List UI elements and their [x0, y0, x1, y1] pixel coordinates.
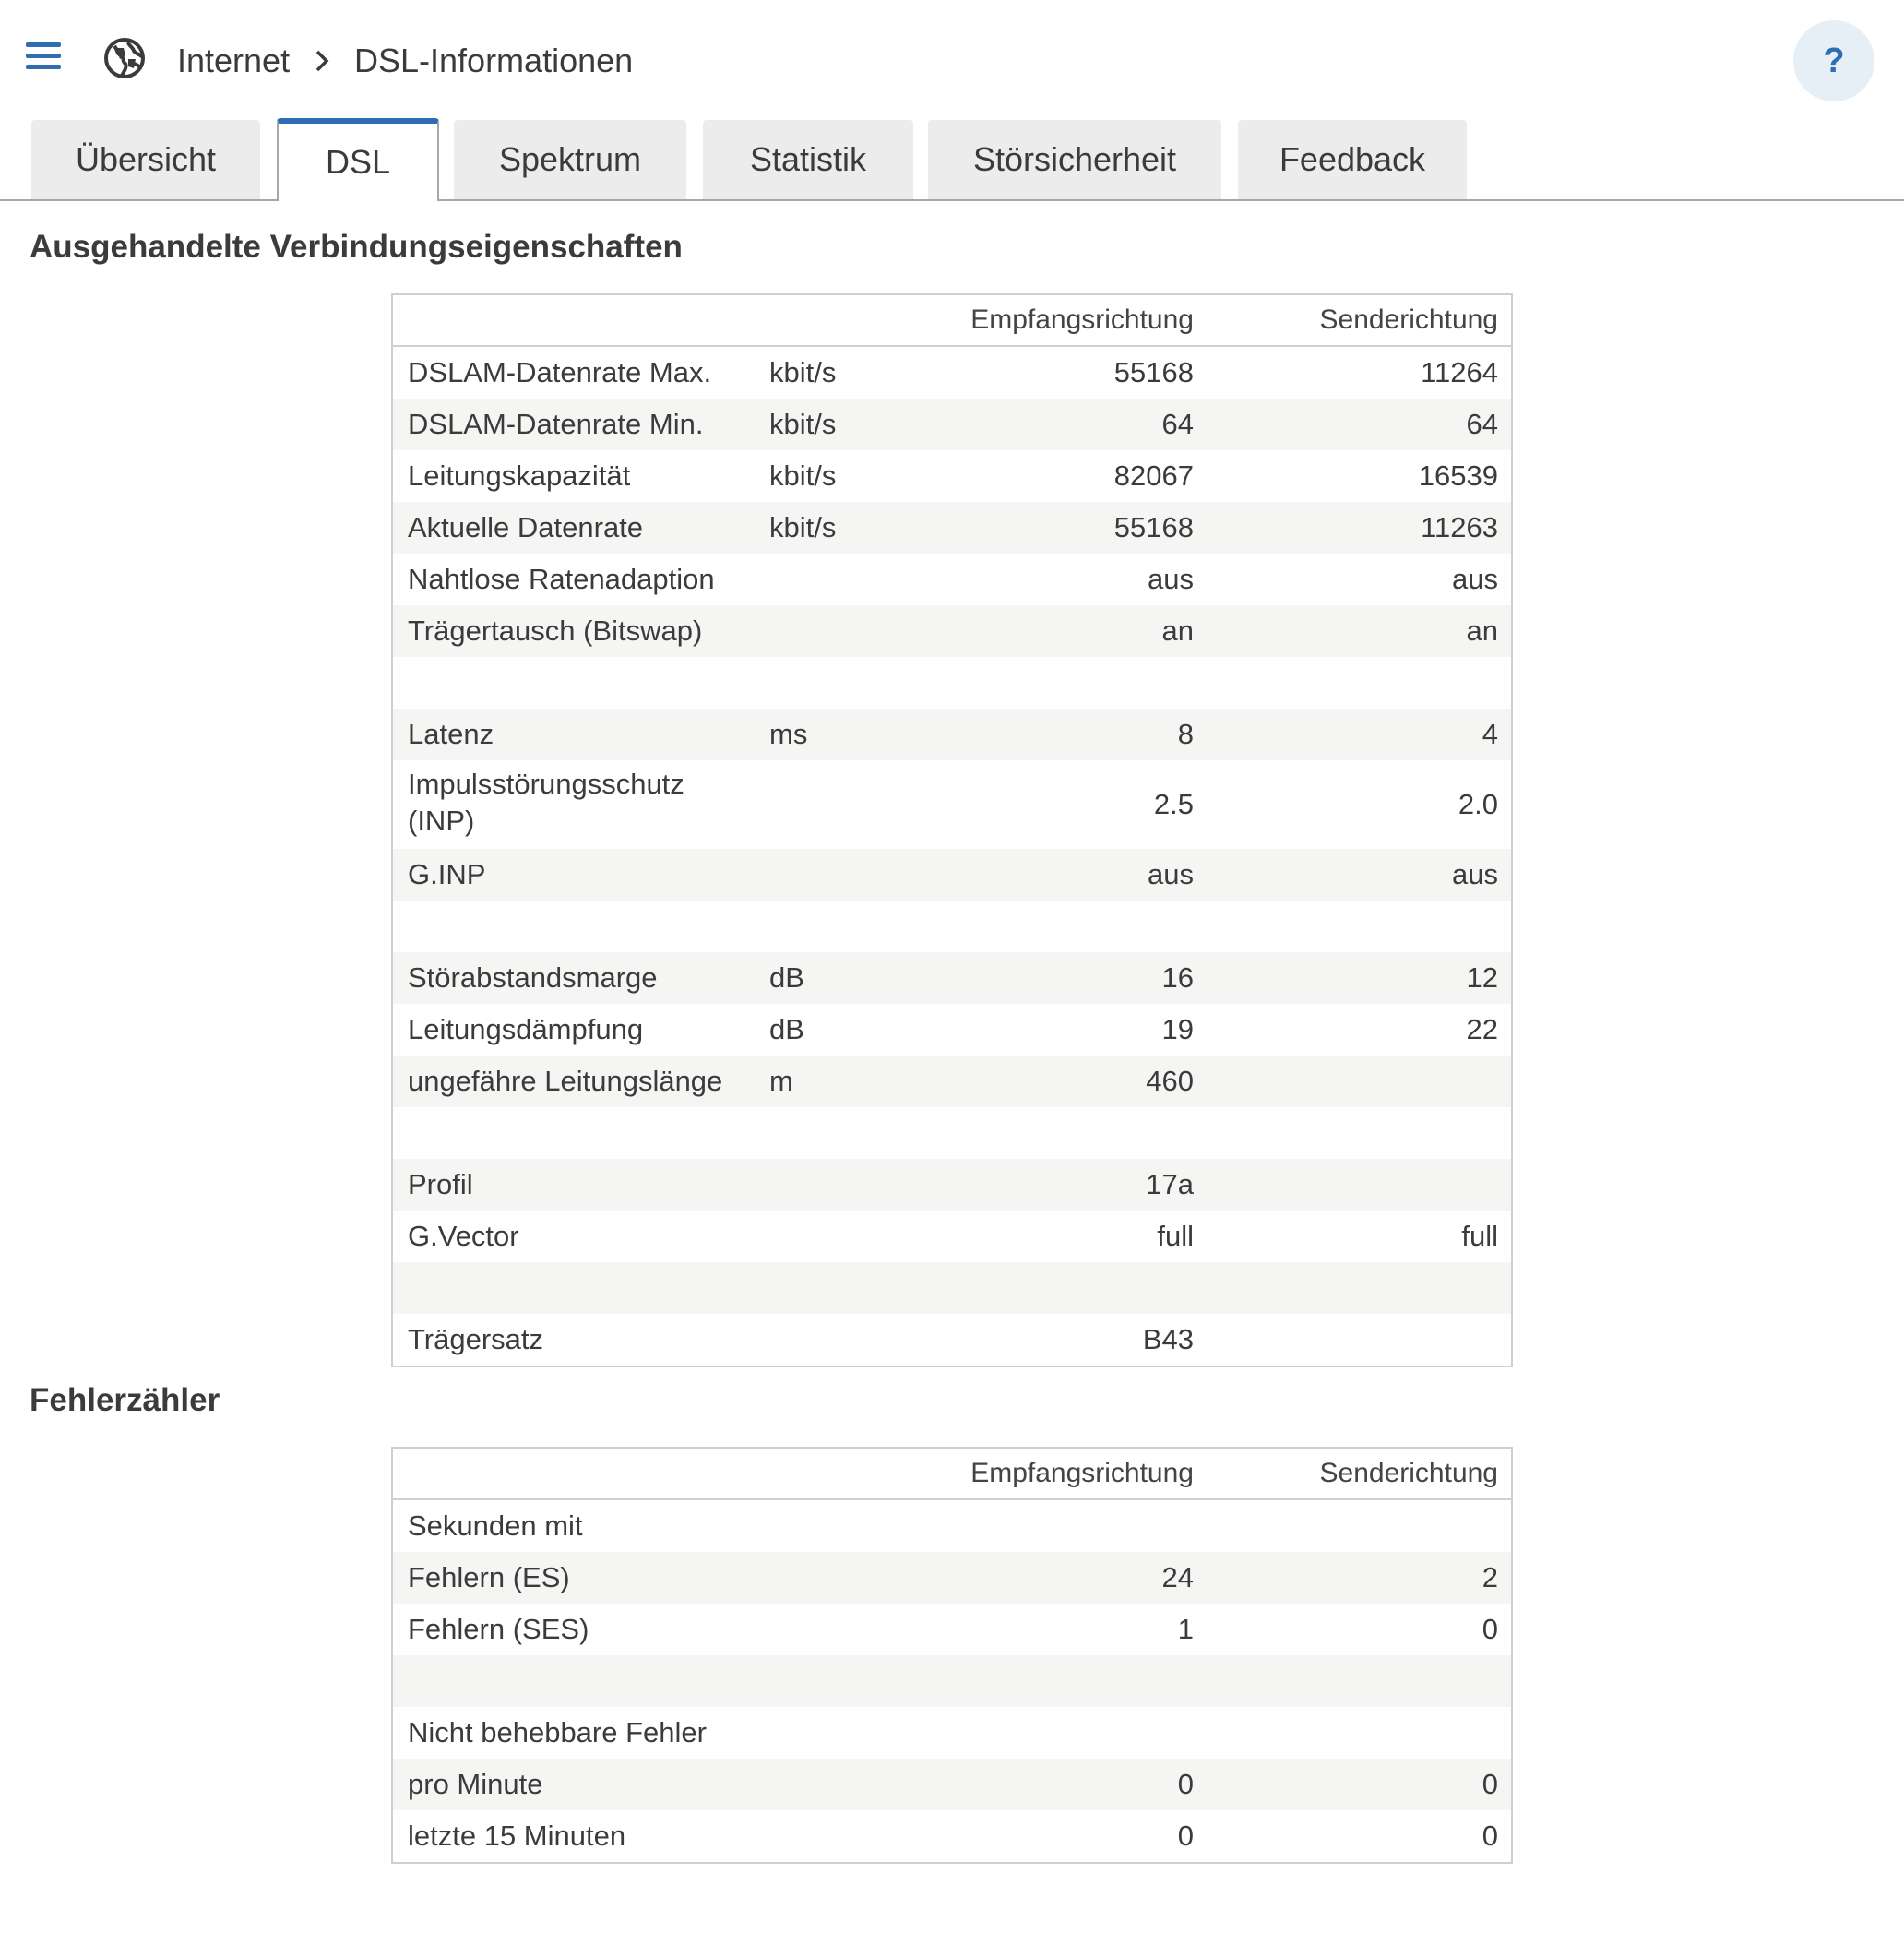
- table-row: [393, 1500, 1511, 1552]
- table-row: [393, 709, 1511, 760]
- row-rx-value: 82067: [1113, 459, 1194, 492]
- row-unit: ms: [769, 718, 808, 750]
- row-label: letzte 15 Minuten: [408, 1820, 626, 1852]
- table-row: [393, 1056, 1511, 1107]
- row-label: G.INP: [408, 858, 486, 890]
- row-label: Sekunden mit: [408, 1509, 583, 1542]
- row-tx-value: 2: [1482, 1561, 1498, 1593]
- row-rx-value: full: [1157, 1220, 1194, 1252]
- table-row: [393, 1159, 1511, 1211]
- row-tx-value: 22: [1466, 1013, 1498, 1045]
- table-row: [393, 1211, 1511, 1262]
- tab-feedback[interactable]: Feedback: [1238, 120, 1467, 199]
- row-label: Trägersatz: [408, 1323, 544, 1355]
- row-label: Aktuelle Datenrate: [408, 511, 644, 543]
- row-tx-value: 11264: [1421, 356, 1498, 388]
- table-row: [393, 1810, 1511, 1862]
- table-row: [393, 1314, 1511, 1366]
- row-label: ungefähre Leitungslänge: [408, 1065, 723, 1097]
- table-row: [393, 347, 1511, 399]
- table-row: [393, 849, 1511, 901]
- row-rx-value: 460: [1146, 1065, 1194, 1097]
- connection-table: [391, 293, 1513, 1367]
- row-tx-value: 2.0: [1458, 788, 1498, 820]
- table-header: [393, 295, 1511, 347]
- row-label: Fehlern (SES): [408, 1613, 589, 1645]
- table-row: [393, 901, 1511, 952]
- row-label: pro Minute: [408, 1768, 543, 1800]
- row-tx-value: 4: [1482, 718, 1498, 750]
- row-label: G.Vector: [408, 1220, 519, 1252]
- row-label: Störabstandsmarge: [408, 961, 658, 994]
- row-tx-value: 0: [1482, 1613, 1498, 1645]
- row-label: Nahtlose Ratenadaption: [408, 563, 715, 595]
- row-rx-value: 2.5: [1153, 788, 1194, 820]
- connection-section-title: Ausgehandelte Verbindungseigenschaften: [30, 229, 683, 265]
- table-row: [393, 1004, 1511, 1056]
- row-rx-value: aus: [1148, 858, 1194, 890]
- table-row: [393, 1604, 1511, 1655]
- row-unit: kbit/s: [769, 511, 837, 543]
- row-label: Profil: [408, 1168, 473, 1200]
- row-rx-value: 0: [1177, 1768, 1194, 1800]
- tab-statistik[interactable]: Statistik: [703, 120, 913, 199]
- row-unit: kbit/s: [769, 459, 837, 492]
- table-row: [393, 399, 1511, 450]
- table-row: [393, 657, 1511, 709]
- table-row: [393, 1107, 1511, 1159]
- row-label: Nicht behebbare Fehler: [408, 1716, 707, 1748]
- table-row: [393, 1655, 1511, 1707]
- row-rx-value: 8: [1177, 718, 1194, 750]
- header-tx: Senderichtung: [1319, 1458, 1498, 1488]
- row-rx-value: an: [1161, 615, 1194, 647]
- row-label: DSLAM-Datenrate Max.: [408, 356, 712, 388]
- row-label: Leitungskapazität: [408, 459, 631, 492]
- errors-section-title: Fehlerzähler: [30, 1382, 220, 1418]
- tab-dsl[interactable]: DSL: [277, 118, 439, 201]
- row-label: Leitungsdämpfung: [408, 1013, 644, 1045]
- table-header: [393, 1449, 1511, 1500]
- row-tx-value: 64: [1466, 408, 1498, 440]
- row-tx-value: aus: [1452, 858, 1498, 890]
- table-row: [393, 952, 1511, 1004]
- row-tx-value: 12: [1466, 961, 1498, 994]
- row-label: Latenz: [408, 718, 494, 750]
- row-label: Impulsstörungsschutz (INP): [408, 768, 684, 837]
- row-rx-value: 55168: [1113, 511, 1194, 543]
- row-unit: dB: [769, 961, 804, 994]
- top-bar: [0, 0, 1904, 120]
- row-unit: kbit/s: [769, 356, 837, 388]
- help-button[interactable]: ?: [1793, 20, 1874, 101]
- table-row: [393, 605, 1511, 657]
- tab-bar: [0, 118, 1904, 201]
- table-row: [393, 760, 1511, 849]
- header-rx: Empfangsrichtung: [970, 304, 1194, 335]
- errors-table: [391, 1447, 1513, 1864]
- row-rx-value: B43: [1142, 1323, 1194, 1355]
- row-label: Fehlern (ES): [408, 1561, 570, 1593]
- table-row: [393, 1552, 1511, 1604]
- row-tx-value: full: [1461, 1220, 1498, 1252]
- table-row: [393, 450, 1511, 502]
- table-row: [393, 1262, 1511, 1314]
- row-rx-value: 17a: [1146, 1168, 1194, 1200]
- tab-stoersicherheit[interactable]: Störsicherheit: [928, 120, 1221, 199]
- table-row: [393, 554, 1511, 605]
- row-tx-value: 16539: [1418, 459, 1498, 492]
- header-tx: Senderichtung: [1319, 304, 1498, 335]
- row-unit: dB: [769, 1013, 804, 1045]
- row-rx-value: 0: [1177, 1820, 1194, 1852]
- chevron-right-icon: [312, 48, 332, 74]
- globe-icon: [103, 37, 146, 79]
- table-row: [393, 1707, 1511, 1759]
- row-rx-value: 24: [1161, 1561, 1194, 1593]
- row-rx-value: 1: [1177, 1613, 1194, 1645]
- breadcrumb-internet[interactable]: Internet: [177, 42, 291, 79]
- hamburger-icon[interactable]: [26, 41, 63, 72]
- row-rx-value: 19: [1161, 1013, 1194, 1045]
- row-label: Trägertausch (Bitswap): [408, 615, 703, 647]
- tab-uebersicht[interactable]: Übersicht: [31, 120, 260, 199]
- row-tx-value: 0: [1482, 1768, 1498, 1800]
- row-tx-value: 11263: [1421, 511, 1498, 543]
- row-rx-value: 64: [1161, 408, 1194, 440]
- table-row: [393, 502, 1511, 554]
- header-rx: Empfangsrichtung: [970, 1458, 1194, 1488]
- row-rx-value: 16: [1161, 961, 1194, 994]
- row-tx-value: aus: [1452, 563, 1498, 595]
- row-tx-value: an: [1466, 615, 1498, 647]
- row-unit: kbit/s: [769, 408, 837, 440]
- breadcrumb-current: DSL-Informationen: [354, 42, 634, 79]
- row-unit: m: [769, 1065, 793, 1097]
- table-row: [393, 1759, 1511, 1810]
- row-rx-value: aus: [1148, 563, 1194, 595]
- row-label: DSLAM-Datenrate Min.: [408, 408, 704, 440]
- row-rx-value: 55168: [1113, 356, 1194, 388]
- tab-spektrum[interactable]: Spektrum: [454, 120, 686, 199]
- row-tx-value: 0: [1482, 1820, 1498, 1852]
